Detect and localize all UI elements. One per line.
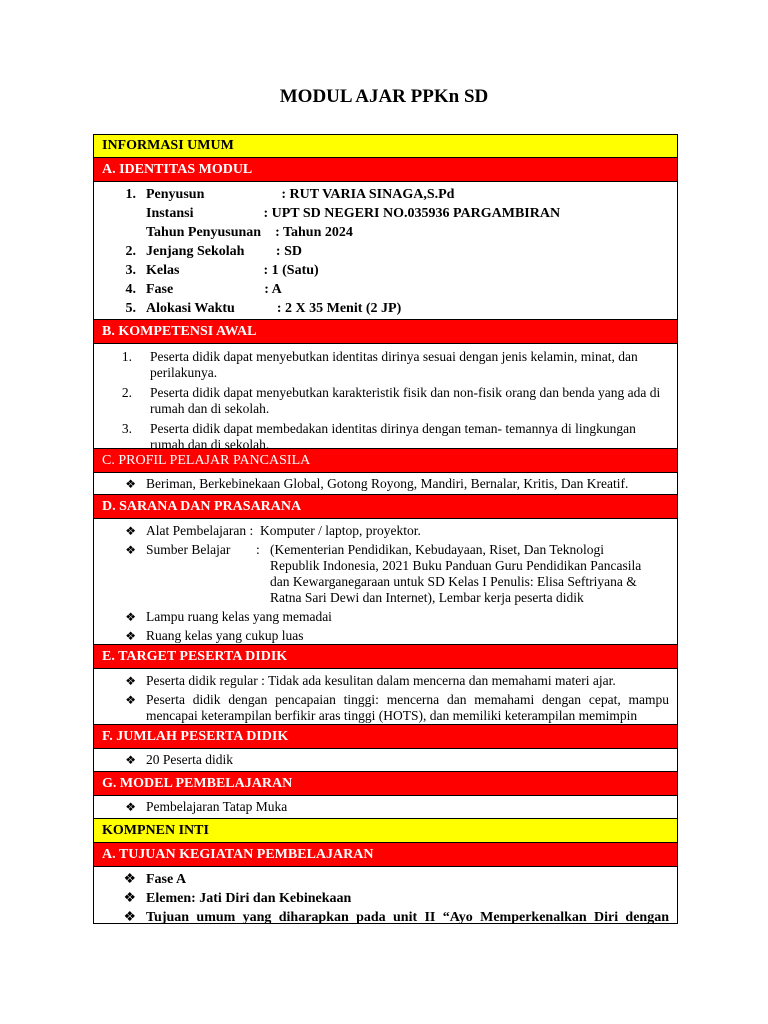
section-model-pembelajaran: G. MODEL PEMBELAJARAN <box>94 772 677 796</box>
section-profil-pelajar: C. PROFIL PELAJAR PANCASILA <box>94 449 677 473</box>
identitas-row: Tahun Penyusunan : Tahun 2024 <box>146 225 353 240</box>
diamond-bullet-icon: ❖ <box>123 891 136 906</box>
list-item: ❖ Lampu ruang kelas yang memadai <box>94 609 677 625</box>
diamond-bullet-icon: ❖ <box>123 872 136 887</box>
sarana-block <box>94 519 677 645</box>
identitas-row: 4. Fase : A <box>125 282 282 297</box>
diamond-bullet-icon: ❖ <box>125 629 136 643</box>
list-item: ❖ Elemen: Jati Diri dan Kebinekaan <box>94 891 677 907</box>
list-item: ❖ Peserta didik regular : Tidak ada kesulitan dalam mencerna dan memahami materi ajar. <box>94 673 677 689</box>
diamond-bullet-icon: ❖ <box>125 610 136 624</box>
section-informasi-umum: INFORMASI UMUM <box>94 135 677 158</box>
target-block <box>94 669 677 725</box>
section-target-peserta: E. TARGET PESERTA DIDIK <box>94 645 677 669</box>
diamond-bullet-icon: ❖ <box>125 524 136 538</box>
identitas-row: Instansi : UPT SD NEGERI NO.035936 PARGAMBIRAN <box>146 206 561 221</box>
diamond-bullet-icon: ❖ <box>125 753 136 767</box>
list-item: ❖ Tujuan umum yang diharapkan pada unit II “Ayo Memperkenalkan Diri dengan <box>94 910 677 924</box>
list-item: 2. Peserta didik dapat menyebutkan karakteristik fisik dan non-fisik orang dan benda yang ada di rumah dan di sekolah. <box>121 385 661 416</box>
section-jumlah-peserta: F. JUMLAH PESERTA DIDIK <box>94 725 677 749</box>
section-tujuan-pembelajaran: A. TUJUAN KEGIATAN PEMBELAJARAN <box>94 843 677 867</box>
profil-block <box>94 473 677 495</box>
list-item: ❖ 20 Peserta didik <box>94 752 677 768</box>
tujuan-block <box>94 867 677 924</box>
diamond-bullet-icon: ❖ <box>125 693 136 707</box>
diamond-bullet-icon: ❖ <box>125 674 136 688</box>
diamond-bullet-icon: ❖ <box>125 543 136 557</box>
list-item: ❖ Alat Pembelajaran : Komputer / laptop, proyektor. <box>94 523 677 539</box>
list-item: ❖ Peserta didik dengan pencapaian tinggi: mencerna dan memahami dengan cepat, mampu mencapai keterampilan berfikir aras tinggi (HOTS), dan memiliki keterampilan memimpin <box>94 692 677 724</box>
section-sarana-prasarana: D. SARANA DAN PRASARANA <box>94 495 677 519</box>
section-komponen-inti: KOMPNEN INTI <box>94 819 677 843</box>
list-item: ❖ Pembelajaran Tatap Muka <box>94 799 677 815</box>
identitas-block <box>94 182 677 320</box>
diamond-bullet-icon: ❖ <box>125 800 136 814</box>
section-identitas-modul: A. IDENTITAS MODUL <box>94 158 677 182</box>
jumlah-block <box>94 749 677 772</box>
identitas-row: 1. Penyusun : RUT VARIA SINAGA,S.Pd <box>125 187 455 202</box>
identitas-row: 5. Alokasi Waktu : 2 X 35 Menit (2 JP) <box>125 301 402 316</box>
list-item: ❖ Sumber Belajar : (Kementerian Pendidikan, Kebudayaan, Riset, Dan Teknologi Republik Indonesia, 2021 Buku Panduan Guru Pendidikan Pancasila dan Kewarganegaraan untuk SD Kelas I Penulis: Elisa Seftriyana & Ratna Sari Dewi dan Internet), Lembar kerja peserta didik <box>94 542 677 606</box>
list-item: ❖ Ruang kelas yang cukup luas <box>94 628 677 644</box>
identitas-row: 2. Jenjang Sekolah : SD <box>125 244 302 259</box>
model-block <box>94 796 677 819</box>
kompetensi-block <box>94 344 677 452</box>
list-item: ❖ Beriman, Berkebinekaan Global, Gotong Royong, Mandiri, Bernalar, Kritis, Dan Kreatif. <box>94 476 677 492</box>
diamond-bullet-icon: ❖ <box>123 910 136 924</box>
page-title: MODUL AJAR PPKn SD <box>279 86 489 107</box>
section-kompetensi-awal: B. KOMPETENSI AWAL <box>94 320 677 344</box>
identitas-row: 3. Kelas : 1 (Satu) <box>125 263 319 278</box>
list-item: 3. Peserta didik dapat membedakan identitas dirinya dengan teman- temannya di lingkungan rumah dan di sekolah. <box>121 421 636 452</box>
list-item: 1. Peserta didik dapat menyebutkan identitas dirinya sesuai dengan jenis kelamin, minat, dan perilakunya. <box>121 349 638 380</box>
diamond-bullet-icon: ❖ <box>125 477 136 491</box>
module-table <box>93 134 678 924</box>
list-item: ❖ Fase A <box>94 872 677 888</box>
